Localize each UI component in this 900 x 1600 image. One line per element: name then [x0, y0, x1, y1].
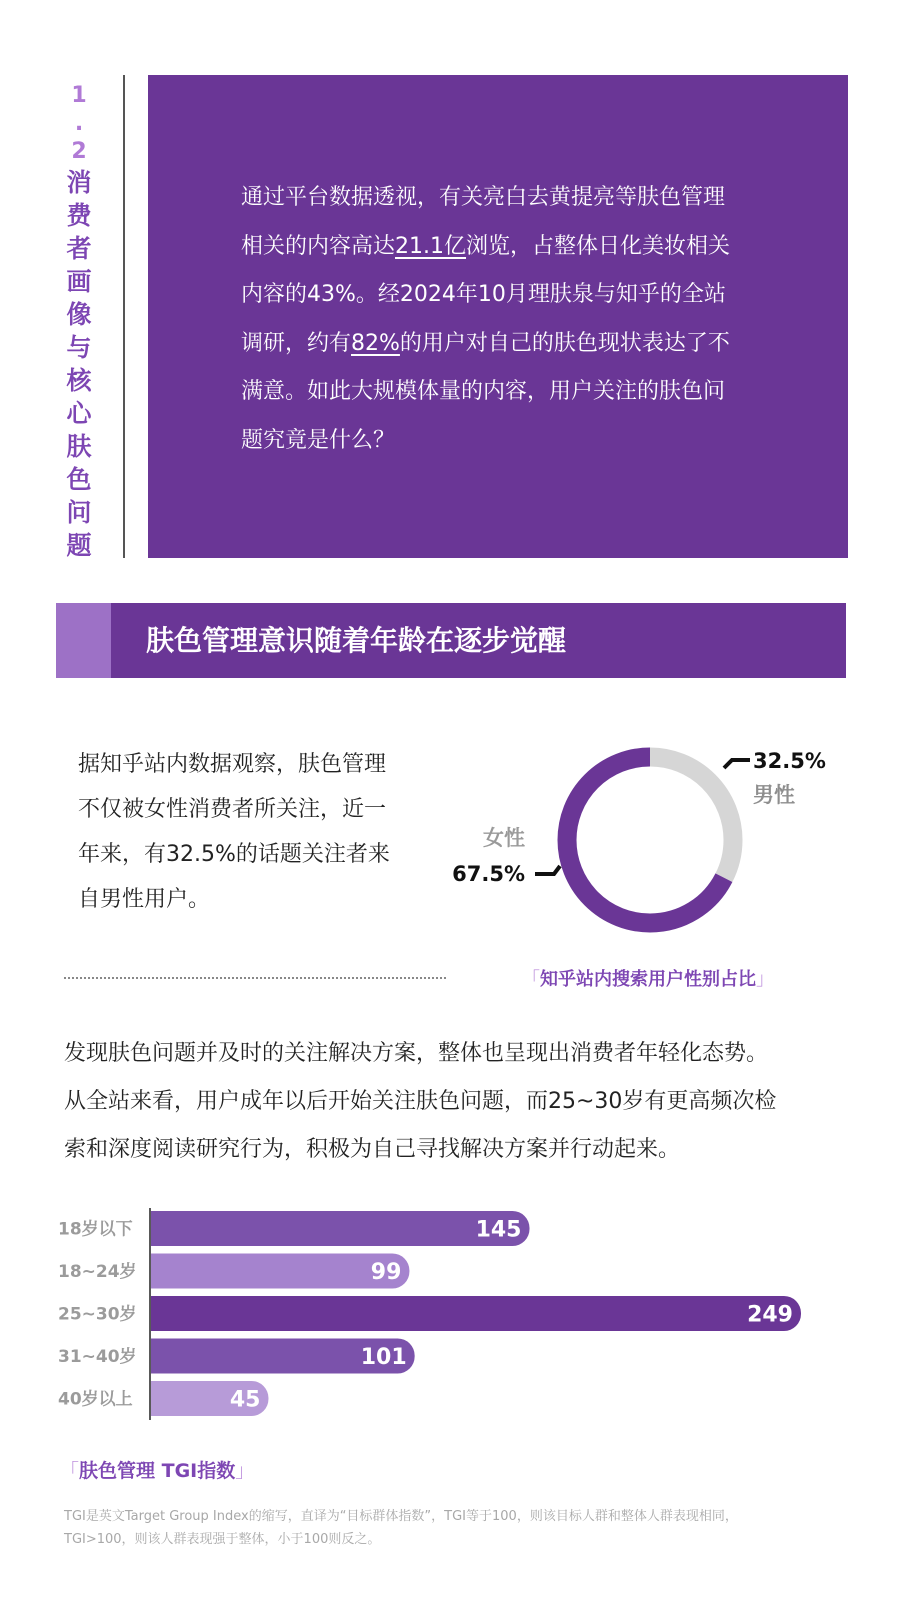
bar-value-label: 249	[747, 1302, 793, 1328]
section-title-char: 者	[66, 234, 92, 263]
section-number-minor: 2	[71, 139, 87, 164]
gender-line: 自男性用户。	[78, 887, 211, 912]
gender-line: 不仅被女性消费者所关注，近一	[78, 797, 387, 822]
bar-category-label: 18~24岁	[58, 1262, 137, 1282]
section-title-char: 费	[66, 201, 92, 230]
section-title-char: 画	[66, 267, 92, 296]
section-title-char: 核	[66, 366, 92, 395]
gender-chart-caption	[522, 965, 774, 991]
paragraph-line: 索和深度阅读研究行为，积极为自己寻找解决方案并行动起来。	[64, 1137, 681, 1162]
subheading-accent	[56, 603, 111, 678]
tgi-bar-chart	[56, 1208, 856, 1428]
trend-paragraph	[64, 1030, 864, 1174]
bar-left-cap	[151, 1381, 171, 1416]
bar-value-label: 101	[360, 1345, 407, 1370]
bar-left-cap	[151, 1211, 171, 1246]
tgi-chart-caption	[60, 1456, 254, 1483]
donut-value-label: 67.5%	[452, 862, 525, 886]
bar-left-cap	[151, 1339, 171, 1374]
section-title-char: 肤	[66, 432, 92, 461]
intro-highlight-views: 21.1亿	[395, 233, 467, 259]
intro-line: 题究竟是什么？	[241, 427, 396, 453]
subheading-title: 肤色管理意识随着年龄在逐步觉醒	[146, 624, 567, 657]
intro-highlight-percent: 82%	[351, 330, 400, 356]
bar-category-label: 18岁以下	[58, 1219, 133, 1240]
donut-value-label: 32.5%	[753, 749, 826, 773]
intro-line: 通过平台数据透视，有关亮白去黄提亮等肤色管理	[241, 185, 726, 210]
donut-category-label: 女性	[483, 826, 525, 850]
bar	[151, 1211, 530, 1246]
intro-text	[241, 174, 796, 465]
intro-line	[241, 223, 796, 272]
dotted-divider	[64, 977, 446, 979]
bar-left-cap	[151, 1254, 171, 1289]
bar-value-label: 145	[475, 1217, 522, 1243]
caption-text: 肤色管理 TGI指数	[79, 1460, 236, 1482]
section-title-char: 像	[66, 300, 92, 329]
gender-donut-chart	[452, 725, 880, 955]
caption-bracket-close: 」	[756, 969, 774, 990]
bar-value-label: 99	[370, 1260, 402, 1285]
caption-bracket-open: 「	[522, 969, 540, 990]
tgi-footnote	[64, 1505, 854, 1551]
gender-line: 据知乎站内数据观察，肤色管理	[78, 752, 387, 777]
section-title-char: 消	[66, 168, 92, 197]
intro-text-segment: 调研，约有	[241, 330, 352, 356]
section-vertical-title	[62, 82, 96, 562]
section-title-char: 问	[66, 498, 92, 527]
section-title-char: 与	[66, 333, 92, 362]
footnote-line: TGI是英文Target Group Index的缩写，直译为“目标群体指数”，TGI等于100，则该目标人群和整体人群表现相同，	[64, 1509, 738, 1524]
bar-value-label: 45	[229, 1387, 261, 1413]
donut-category-label: 男性	[753, 783, 795, 807]
section-title-char: 题	[66, 531, 92, 560]
intro-text-segment: 浏览，占整体日化美妆相关	[466, 233, 731, 259]
bar-category-label: 25~30岁	[58, 1304, 137, 1325]
bar	[151, 1296, 801, 1331]
leader-line-male	[724, 760, 750, 768]
bar-category-label: 31~40岁	[58, 1347, 137, 1367]
footnote-line: TGI>100，则该人群表现强于整体，小于100则反之。	[64, 1532, 381, 1547]
subheading-banner	[56, 603, 846, 678]
caption-bracket-close: 」	[235, 1460, 255, 1482]
intro-line: 满意。如此大规模体量的内容，用户关注的肤色问	[241, 379, 726, 404]
paragraph-line: 从全站来看，用户成年以后开始关注肤色问题，而25~30岁有更高频次检	[64, 1089, 777, 1114]
intro-text-segment: 的用户对自己的肤色现状表达了不	[399, 330, 730, 356]
intro-line: 内容的43%。经2024年10月理肤泉与知乎的全站	[241, 282, 726, 307]
gender-description	[78, 742, 438, 922]
caption-bracket-open: 「	[60, 1460, 80, 1482]
intro-text-segment: 相关的内容高达	[241, 233, 396, 259]
section-number-dot: .	[74, 111, 84, 136]
section-number: 1	[71, 83, 87, 108]
section-divider-line	[123, 75, 125, 558]
caption-text: 知乎站内搜索用户性别占比	[540, 969, 756, 990]
section-title-char: 心	[66, 399, 92, 428]
bar-category-label: 40岁以上	[58, 1389, 133, 1410]
section-title-char: 色	[66, 465, 92, 494]
bar-left-cap	[151, 1296, 171, 1331]
intro-line	[241, 320, 796, 369]
leader-line-female	[535, 866, 560, 874]
gender-line: 年来，有32.5%的话题关注者来	[78, 842, 390, 867]
paragraph-line: 发现肤色问题并及时的关注解决方案，整体也呈现出消费者年轻化态势。	[64, 1041, 769, 1066]
